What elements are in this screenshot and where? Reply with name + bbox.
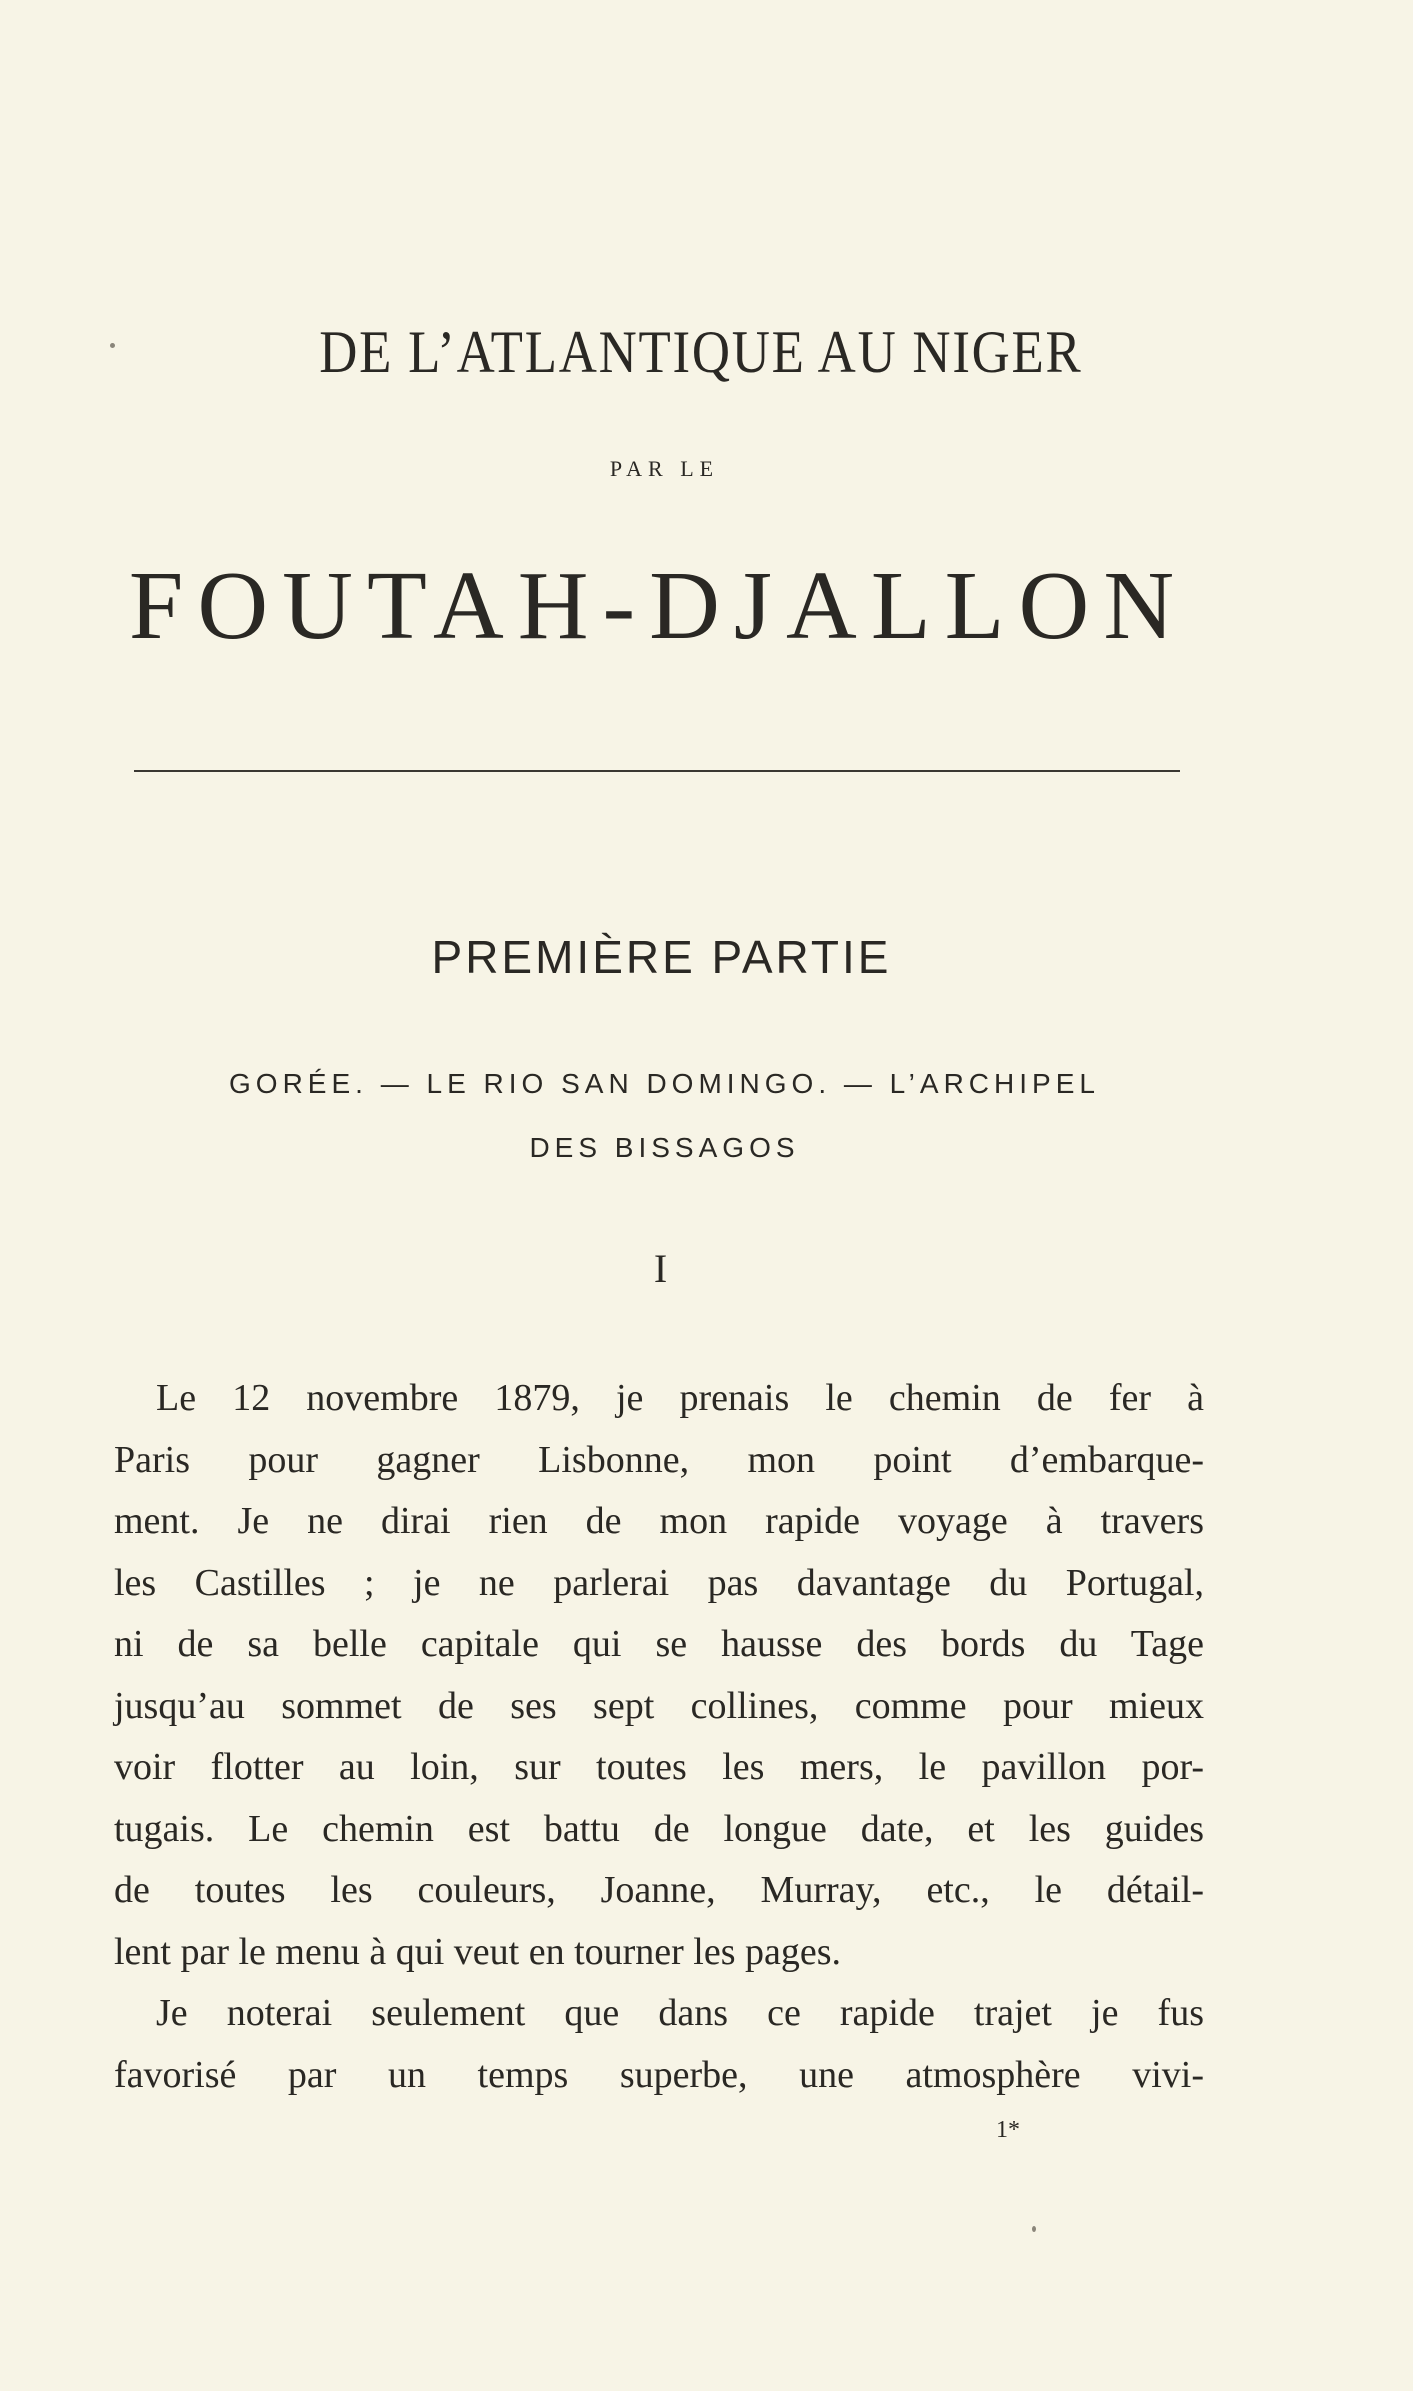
body-line: les Castilles ; je ne parlerai pas davantage du Portugal, (114, 1561, 1204, 1604)
body-line: Le 12 novembre 1879, je prenais le chemin de fer à (156, 1377, 1204, 1419)
body-line: Paris pour gagner Lisbonne, mon point d’embarque- (114, 1438, 1204, 1481)
body-line: tugais. Le chemin est battu de longue date, et les guides (114, 1807, 1204, 1850)
body-line: de toutes les couleurs, Joanne, Murray, etc., le détail- (114, 1869, 1204, 1911)
body-line: jusqu’au sommet de ses sept collines, comme pour mieux (114, 1684, 1204, 1727)
part-heading: PREMIÈRE PARTIE (431, 931, 892, 983)
part-subtitle-line-2: DES BISSAGOS (529, 1132, 800, 1163)
body-paragraphs (114, 1368, 1204, 2106)
body-line: Je noterai seulement que dans ce rapide trajet je fus (156, 1992, 1204, 2034)
body-line: favorisé par un temps superbe, une atmosphère vivi- (114, 2053, 1204, 2096)
book-title-line: DE L’ATLANTIQUE AU NIGER (319, 319, 1083, 385)
printer-signature-mark: 1* (996, 2117, 1020, 2143)
body-line: ni de sa belle capitale qui se hausse des bords du Tage (114, 1623, 1204, 1665)
body-line: lent par le menu à qui veut en tourner les pages. (114, 1930, 842, 1973)
part-subtitle-line-1: GORÉE. — LE RIO SAN DOMINGO. — L’ARCHIPEL (229, 1068, 1100, 1099)
ink-speck (1032, 2226, 1036, 2232)
title-divider (134, 770, 1180, 772)
body-line: voir flotter au loin, sur toutes les mers, le pavillon por- (114, 1746, 1204, 1788)
chapter-number: I (653, 1246, 668, 1291)
title-connector: PAR LE (609, 456, 720, 481)
book-title-main: FOUTAH-DJALLON (128, 552, 1189, 660)
body-line: ment. Je ne dirai rien de mon rapide voyage à travers (114, 1500, 1204, 1542)
